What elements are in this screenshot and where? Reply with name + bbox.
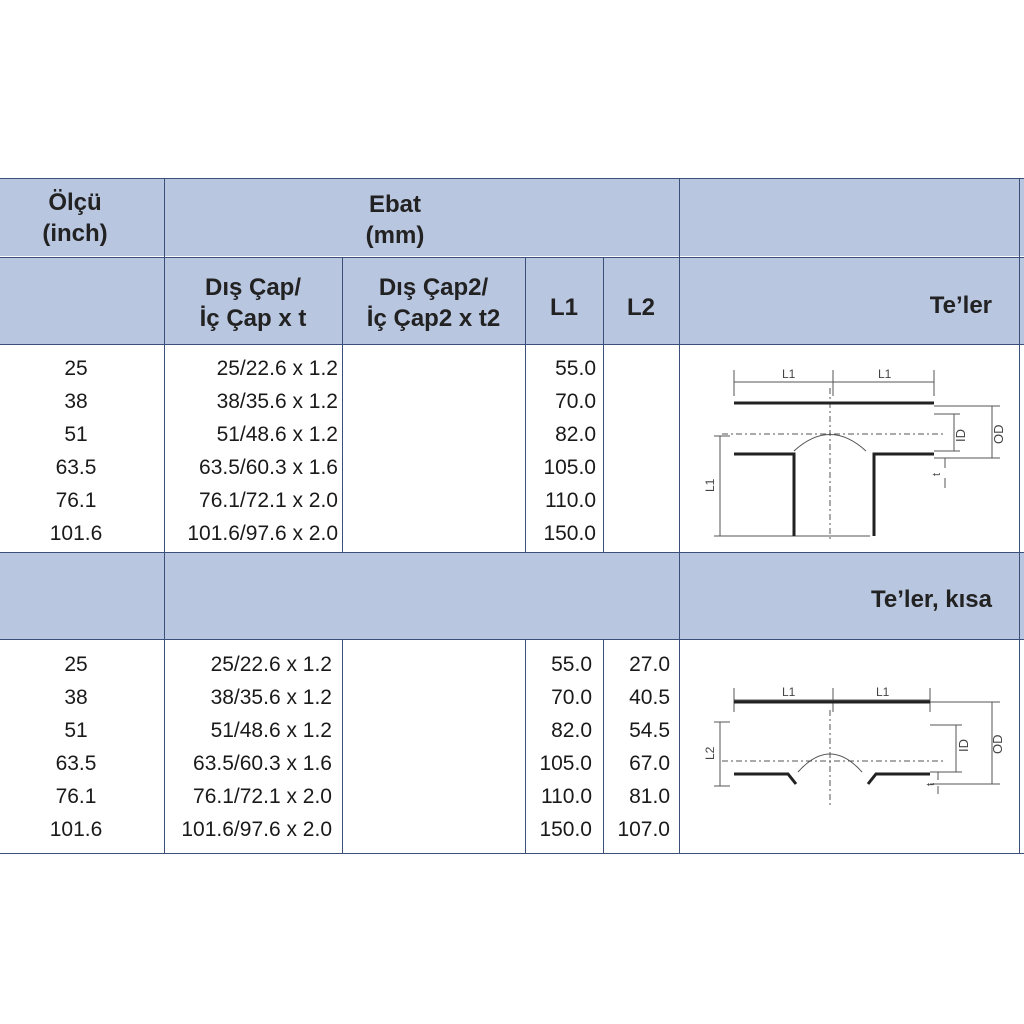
table-cell: 76.1/72.1 x 2.0 xyxy=(199,489,338,512)
table-cell: 25 xyxy=(64,653,88,676)
table-cell: 38/35.6 x 1.2 xyxy=(216,390,338,413)
col-header-od2-id2-t2: Dış Çap2/ İç Çap2 x t2 xyxy=(366,274,501,332)
tee-drawing xyxy=(700,358,1010,548)
table-cell: 63.5/60.3 x 1.6 xyxy=(199,456,338,479)
diagram-label-t: t xyxy=(925,782,937,786)
table-cell: 101.6 xyxy=(49,522,103,545)
table-cell: 70.0 xyxy=(551,686,592,709)
table-cell: 63.5 xyxy=(55,752,97,775)
short-tees-l1-column xyxy=(525,648,592,846)
table-cell: 82.0 xyxy=(551,719,592,742)
diagram-label-l1-right: L1 xyxy=(878,367,892,381)
col-header-l2: L2 xyxy=(626,294,655,321)
diagram-label-l2-vertical: L2 xyxy=(703,746,717,760)
diagram-label-od: OD xyxy=(990,734,1005,754)
section-title-short-tees: Te’ler, kısa xyxy=(871,586,992,613)
table-cell: 51/48.6 x 1.2 xyxy=(216,423,338,446)
table-cell: 63.5 xyxy=(55,456,97,479)
diagram-label-od: OD xyxy=(991,424,1006,444)
table-cell: 67.0 xyxy=(629,752,670,775)
table-cell: 101.6/97.6 x 2.0 xyxy=(181,818,332,841)
table-cell: 110.0 xyxy=(545,489,596,512)
table-cell: 76.1 xyxy=(55,785,97,808)
table-cell: 25 xyxy=(64,357,88,380)
table-cell: 51/48.6 x 1.2 xyxy=(210,719,332,742)
table-cell: 81.0 xyxy=(629,785,670,808)
table-cell: 110.0 xyxy=(541,785,592,808)
short-tees-od-id-column xyxy=(164,648,332,846)
table-cell: 51 xyxy=(64,719,88,742)
table-cell: 25/22.6 x 1.2 xyxy=(210,653,332,676)
table-cell: 82.0 xyxy=(555,423,596,446)
table-cell: 101.6/97.6 x 2.0 xyxy=(187,522,338,545)
table-cell: 105.0 xyxy=(539,752,592,775)
table-cell: 38 xyxy=(64,390,88,413)
table-cell: 101.6 xyxy=(49,818,103,841)
table-cell: 76.1 xyxy=(55,489,97,512)
table-cell: 40.5 xyxy=(629,686,670,709)
table-cell: 25/22.6 x 1.2 xyxy=(216,357,338,380)
short-tee-drawing xyxy=(700,676,1010,836)
table-cell: 55.0 xyxy=(551,653,592,676)
col-header-od-id-t: Dış Çap/ İç Çap x t xyxy=(199,274,307,332)
diagram-label-l1-vertical: L1 xyxy=(703,478,717,492)
diagram-label-t: t xyxy=(931,472,943,476)
table-cell: 70.0 xyxy=(555,390,596,413)
section-title-tees: Te’ler xyxy=(929,292,992,319)
table-cell: 27.0 xyxy=(629,653,670,676)
table-cell: 105.0 xyxy=(543,456,596,479)
table-cell: 150.0 xyxy=(539,818,592,841)
tees-size-column xyxy=(0,352,152,550)
diagram-label-l1-left: L1 xyxy=(782,685,796,699)
table-cell: 76.1/72.1 x 2.0 xyxy=(193,785,332,808)
tees-od-id-column xyxy=(164,352,338,550)
col-header-dimension: Ebat (mm) xyxy=(365,191,425,249)
short-tees-size-column xyxy=(0,648,152,846)
table-cell: 107.0 xyxy=(617,818,670,841)
table-cell: 38/35.6 x 1.2 xyxy=(210,686,332,709)
diagram-label-l1-right: L1 xyxy=(876,685,890,699)
table-cell: 54.5 xyxy=(629,719,670,742)
col-header-size: Ölçü (inch) xyxy=(42,189,108,247)
fittings-table xyxy=(0,178,1024,854)
diagram-label-id: ID xyxy=(953,429,968,442)
table-cell: 150.0 xyxy=(543,522,596,545)
diagram-label-id: ID xyxy=(956,739,971,752)
table-cell: 51 xyxy=(64,423,88,446)
table-cell: 55.0 xyxy=(555,357,596,380)
tees-l1-column xyxy=(525,352,596,550)
table-cell: 63.5/60.3 x 1.6 xyxy=(193,752,332,775)
diagram-label-l1-left: L1 xyxy=(782,367,796,381)
col-header-l1: L1 xyxy=(549,294,578,321)
table-cell: 38 xyxy=(64,686,88,709)
short-tees-l2-column xyxy=(603,648,670,846)
